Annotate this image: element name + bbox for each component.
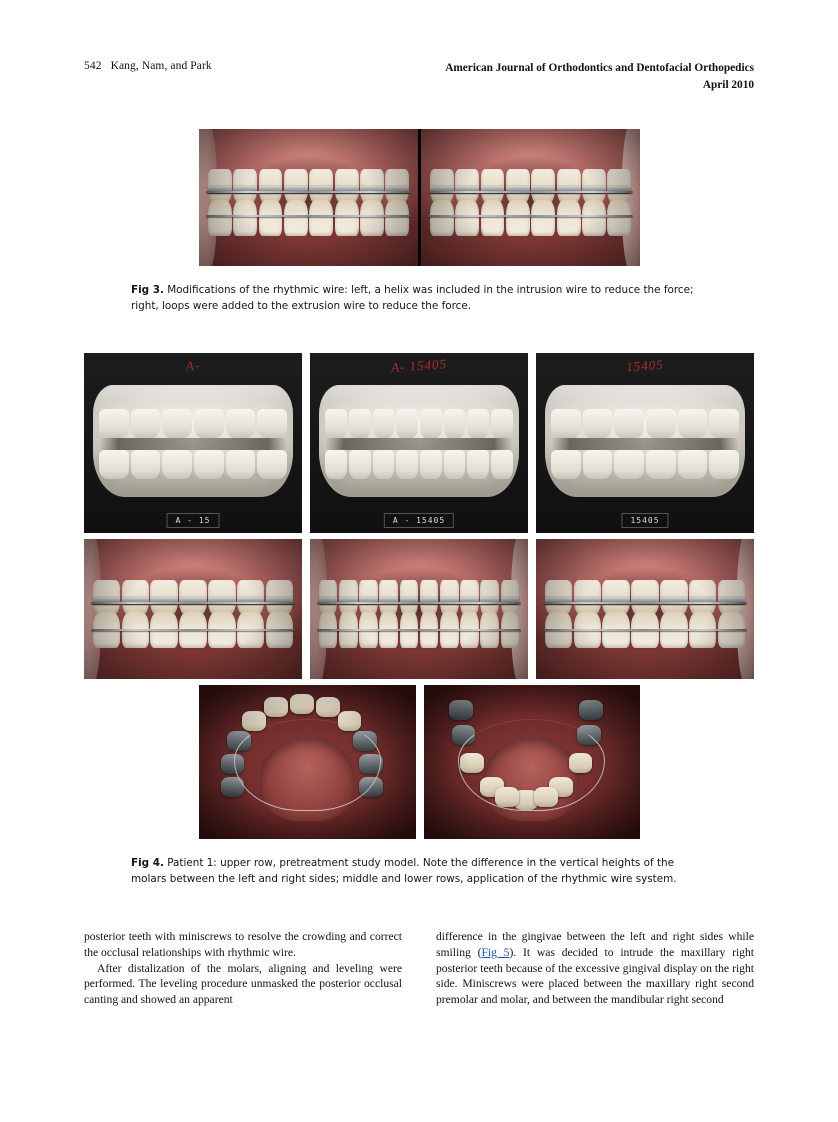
lower-teeth (430, 200, 631, 236)
figure-3-caption-text: Modifications of the rhythmic wire: left, a helix was included in the intrusion wire to reduce the force; right, loops were added to the extrusion wire to reduce the force. (131, 284, 694, 312)
lower-archwire (543, 629, 748, 631)
figure-3-label: Fig 3. (131, 284, 164, 296)
upper-archwire (91, 602, 296, 604)
upper-brackets (93, 596, 294, 605)
figure-4-panel-intraoral-right (84, 539, 302, 679)
palatal-archwire (234, 719, 381, 811)
model-id-plate: A - 15 (167, 513, 220, 528)
lower-teeth (208, 200, 409, 236)
figure-4-panel-model-front (310, 353, 528, 533)
figure-3-caption (131, 283, 709, 314)
occlusal-line (99, 438, 287, 451)
running-head (84, 60, 754, 100)
paragraph (436, 929, 754, 1008)
lower-archwire (206, 215, 412, 217)
body-column-left (84, 929, 402, 1008)
paragraph: posterior teeth with miniscrews to resolve the crowding and correct the occlusal relationships with rhythmic wire. (84, 930, 402, 959)
model-id-plate: 15405 (621, 513, 668, 528)
model-id-plate: A - 15405 (384, 513, 454, 528)
upper-archwire (543, 602, 748, 604)
figure-4-caption (131, 856, 709, 887)
figure-4-panel-mandibular-occlusal (424, 685, 641, 839)
page-number: 542 (84, 60, 102, 72)
figure-4-panel-model-right (84, 353, 302, 533)
model-lower-teeth (551, 450, 739, 479)
figure-3-panel-left (199, 129, 418, 266)
running-head-left (84, 60, 212, 72)
lower-archwire (428, 215, 634, 217)
occlusal-line (551, 438, 739, 451)
paragraph: After distalization of the molars, aligning and leveling were performed. The leveling procedure unmasked the posterior occlusal canting and showed an apparent (84, 961, 402, 1007)
occlusal-line (325, 438, 513, 451)
model-ink-annotation: A- 15405 (390, 356, 448, 376)
model-lower-teeth (99, 450, 287, 479)
figure-5-cross-reference-link[interactable]: Fig 5 (481, 945, 510, 959)
issue-date: April 2010 (702, 79, 754, 91)
paragraph-part-2: ). It was decided to intrude the maxillary right posterior teeth because of the excessive gingival display on the right side. Miniscrews were placed between the maxillary right second premolar and molar, and between the mandibular right second (436, 945, 754, 1007)
upper-brackets (545, 596, 746, 605)
figure-4-panel-model-left (536, 353, 754, 533)
figure-4-row-occlusal (199, 685, 640, 839)
upper-brackets (208, 185, 409, 194)
figure-3-panel-right (421, 129, 640, 266)
body-column-right (436, 929, 754, 1008)
model-upper-teeth (325, 409, 513, 438)
model-upper-teeth (99, 409, 287, 438)
lingual-archwire (458, 719, 605, 811)
journal-title: American Journal of Orthodontics and Dentofacial Orthopedics (445, 62, 754, 74)
figure-4-row-models (84, 353, 754, 533)
figure-4-panel-intraoral-left (536, 539, 754, 679)
figure-4-caption-text: Patient 1: upper row, pretreatment study model. Note the difference in the vertical heights of the molars between the left and right sides; middle and lower rows, application of the rhythmic wire system. (131, 857, 677, 885)
figure-4-panel-intraoral-front (310, 539, 528, 679)
paragraph-part-1: difference in the gingivae between the left and right sides while smiling ( (436, 930, 754, 959)
running-head-authors: Kang, Nam, and Park (110, 60, 212, 72)
lower-archwire (91, 629, 296, 631)
upper-archwire (317, 602, 522, 604)
figure-4-label: Fig 4. (131, 857, 164, 869)
body-text (84, 929, 754, 1049)
figure-4-row-intraoral (84, 539, 754, 679)
figure-4-images (84, 353, 754, 839)
model-ink-annotation: 15405 (625, 357, 665, 375)
upper-archwire (428, 191, 634, 193)
model-ink-annotation: A- (185, 357, 201, 374)
upper-brackets (430, 185, 631, 194)
model-upper-teeth (551, 409, 739, 438)
upper-brackets (319, 596, 520, 605)
lower-archwire (317, 629, 522, 631)
model-lower-teeth (325, 450, 513, 479)
figure-3-images (199, 129, 640, 266)
running-head-right (445, 60, 754, 94)
figure-4-panel-maxillary-occlusal (199, 685, 416, 839)
upper-archwire (206, 191, 412, 193)
